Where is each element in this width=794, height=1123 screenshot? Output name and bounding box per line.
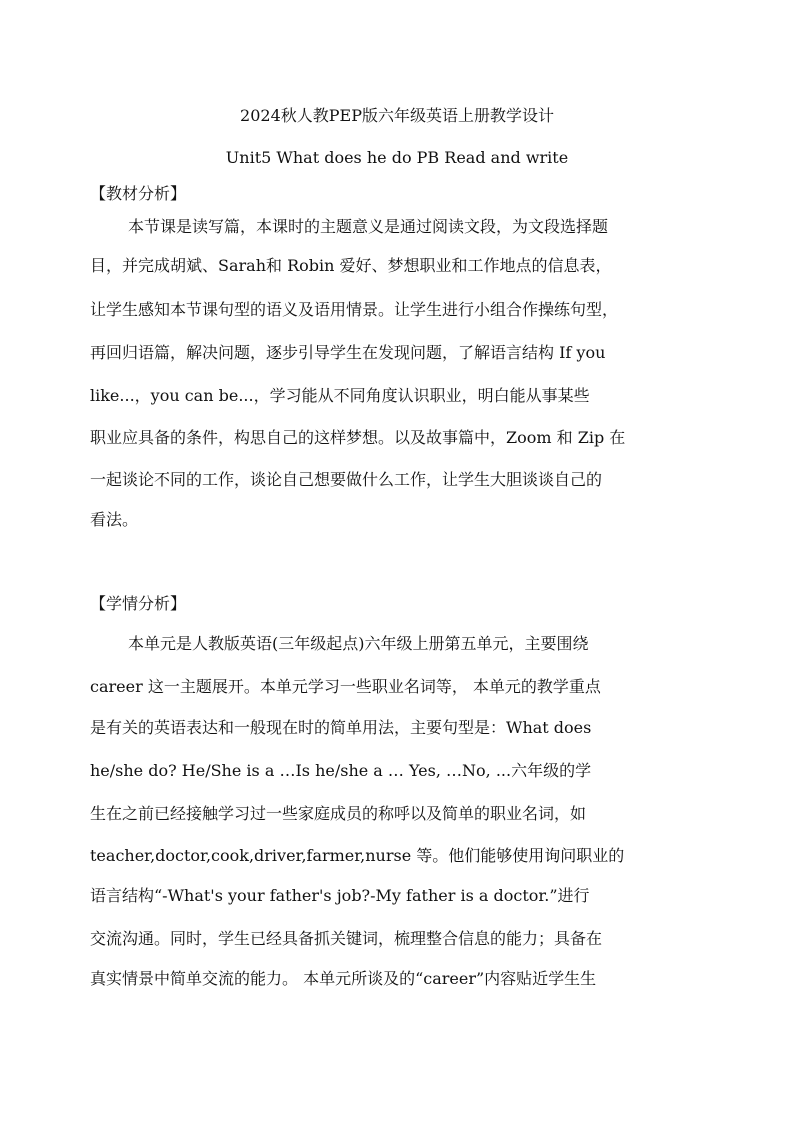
- section-heading-learner-analysis: 【学情分析】: [90, 594, 187, 613]
- paragraph-line: 本节课是读写篇，本课时的主题意义是通过阅读文段，为文段选择题: [128, 217, 609, 236]
- document-title: 2024秋人教PEP版六年级英语上册教学设计: [240, 106, 554, 125]
- paragraph-line: 职业应具备的条件，构思自己的这样梦想。以及故事篇中，Zoom 和 Zip 在: [90, 428, 626, 447]
- paragraph-line: 目，并完成胡斌、Sarah和 Robin 爱好、梦想职业和工作地点的信息表，: [90, 256, 612, 275]
- paragraph-line: teacher,doctor,cook,driver,farmer,nurse 等。他们能够使用询问职业的: [90, 846, 625, 865]
- paragraph-line: 本单元是人教版英语(三年级起点)六年级上册第五单元，主要围绕: [128, 634, 589, 653]
- paragraph-line: 再回归语篇，解决问题，逐步引导学生在发现问题，了解语言结构 If you: [90, 343, 606, 362]
- paragraph-line: like...，you can be...，学习能从不同角度认识职业，明白能从事某些: [90, 386, 590, 405]
- document-subtitle: Unit5 What does he do PB Read and write: [225, 148, 569, 167]
- paragraph-line: 看法。: [90, 510, 139, 529]
- paragraph-line: 真实情景中简单交流的能力。 本单元所谈及的“career”内容贴近学生生: [90, 969, 597, 988]
- paragraph-line: he/she do? He/She is a …Is he/she a … Yes, …No, ...六年级的学: [90, 761, 592, 780]
- paragraph-line: 语言结构“-What's your father's job?-My father is a doctor.”进行: [90, 886, 590, 905]
- paragraph-line: 是有关的英语表达和一般现在时的简单用法，主要句型是：What does: [90, 718, 592, 737]
- paragraph-line: career 这一主题展开。本单元学习一些职业名词等， 本单元的教学重点: [90, 677, 601, 696]
- paragraph-line: 生在之前已经接触学习过一些家庭成员的称呼以及简单的职业名词，如: [90, 804, 587, 823]
- section-heading-textbook-analysis: 【教材分析】: [90, 184, 187, 203]
- paragraph-line: 交流沟通。同时，学生已经具备抓关键词，梳理整合信息的能力；具备在: [90, 929, 603, 948]
- paragraph-line: 一起谈论不同的工作，谈论自己想要做什么工作，让学生大胆谈谈自己的: [90, 470, 603, 489]
- paragraph-line: 让学生感知本节课句型的语义及语用情景。让学生进行小组合作操练句型，: [90, 300, 619, 319]
